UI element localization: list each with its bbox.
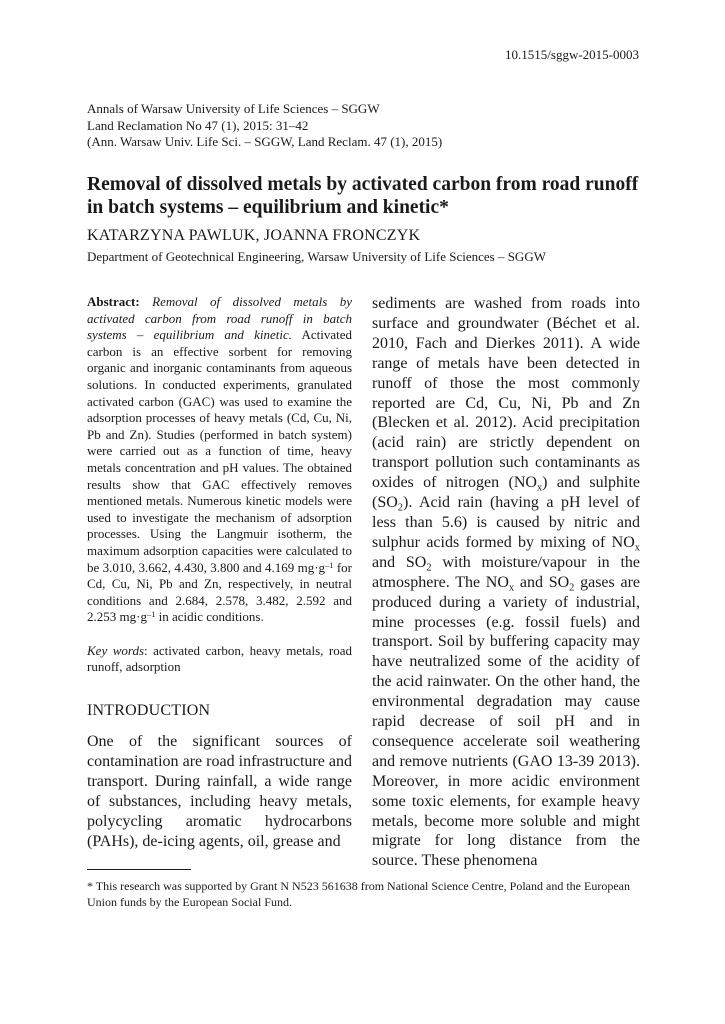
abstract-text-a: Activated carbon is an effective sorbent for removing organic and inorganic contaminants from aqueous solutions. In conducted experiments, granulated activated carbon (GAC) was used to examine the adsorption processes of heavy metals (Cd, Cu, Ni, Pb and Zn). Studies (performed in batch system) were carried out as a function of time, heavy metals concentration and pH values. The obtained results show that GAC effectively removes mentioned metals. Numerous kinetic models were used to investigate the mechanism of adsorption processes. Using the Langmuir isotherm, the maximum adsorption capacities were calculated to be 3.010, 3.662, 4.430, 3.800 and 4.169 mg·g xyxy=(87,327,352,575)
affiliation: Department of Geotechnical Engineering, Warsaw University of Life Sciences – SGGW xyxy=(87,249,546,264)
abstract-text-b: for Cd, Cu, Ni, Pb and Zn, respectively, in neutral conditions and 2.684, 2.578, 3.482, 2.592 and 2.253 mg·g xyxy=(87,559,352,625)
abstract-label: Abstract: xyxy=(87,294,140,309)
sub-2-c: 2 xyxy=(569,582,575,594)
intro-right-p6: and SO xyxy=(514,573,570,591)
abstract-sup-1: –1 xyxy=(325,559,334,570)
abstract-text-c: in acidic conditions. xyxy=(155,609,264,625)
doi: 10.1515/sggw-2015-0003 xyxy=(505,47,639,62)
abstract xyxy=(87,294,352,626)
keywords xyxy=(87,643,352,676)
intro-right-p4: and SO xyxy=(372,553,427,571)
left-column xyxy=(87,294,352,852)
sub-x-2: x xyxy=(634,542,640,554)
sub-2-b: 2 xyxy=(426,562,432,574)
footnote-rule xyxy=(87,869,191,870)
abstract-italic-title: Removal of dissolved metals by activated carbon from road runoff in batch systems – equilibrium and kinetic. xyxy=(87,294,353,343)
introduction-text-right xyxy=(372,294,640,871)
sub-x-3: x xyxy=(508,582,515,594)
intro-right-p5: with moisture/vapour in the atmosphere. The NO xyxy=(372,553,640,591)
authors: KATARZYNA PAWLUK, JOANNA FRONCZYK xyxy=(87,227,421,244)
keywords-label: Key words xyxy=(87,642,145,658)
sub-x-1: x xyxy=(536,482,543,494)
journal-line-3: (Ann. Warsaw Univ. Life Sci. – SGGW, Land Reclam. 47 (1), 2015) xyxy=(87,134,443,149)
footnote: * This research was supported by Grant N N523 561638 from National Science Centre, Poland and the European Union funds by the European Social Fund. xyxy=(87,879,630,909)
intro-right-p2: ) and sulphite (SO xyxy=(372,474,641,512)
journal-line-1: Annals of Warsaw University of Life Sciences – SGGW xyxy=(87,101,380,116)
introduction-text-left: One of the significant sources of contamination are road infrastructure and transport. During rainfall, a wide range of substances, including heavy metals, polycycling aromatic hydrocarbons (PAHs), de-icing agents, oil, grease and xyxy=(87,733,352,850)
abstract-sup-2: –1 xyxy=(146,609,156,620)
sub-2-a: 2 xyxy=(397,502,403,514)
intro-right-p3: ). Acid rain (having a pH level of less than 5.6) is caused by nitric and sulphur acids formed by mixing of NO xyxy=(372,494,640,551)
journal-header xyxy=(87,101,442,151)
paper-title: Removal of dissolved metals by activated carbon from road runoff in batch systems – equilibrium and kinetic* xyxy=(87,174,639,218)
keywords-text: : activated carbon, heavy metals, road runoff, adsorption xyxy=(87,642,352,675)
intro-right-p7: gases are produced during a variety of industrial, mine processes (e.g. fossil fuels) and transport. Soil by buffering capacity may have neutralized some of the acidity of the acid rainwater. On the other hand, the environmental degradation may cause rapid decrease of soil pH and in consequence accelerate soil weathering and remove nutrients (GAO 13-39 2013). Moreover, in more acidic environment some toxic elements, for example heavy metals, become more soluble and might migrate for long distance from the source. These phenomena xyxy=(372,573,641,870)
intro-right-p1: sediments are washed from roads into surface and groundwater (Béchet et al. 2010, Fach and Dierkes 2011). A wide range of metals have been detected in runoff of those the most commonly reported are Cd, Cu, Ni, Pb and Zn (Blecken et al. 2012). Acid precipitation (acid rain) are strictly dependent on transport pollution such contaminants as oxides of nitrogen (NO xyxy=(372,295,640,492)
journal-line-2: Land Reclamation No 47 (1), 2015: 31–42 xyxy=(87,117,309,133)
right-column xyxy=(372,294,640,871)
introduction-heading: INTRODUCTION xyxy=(87,702,211,720)
